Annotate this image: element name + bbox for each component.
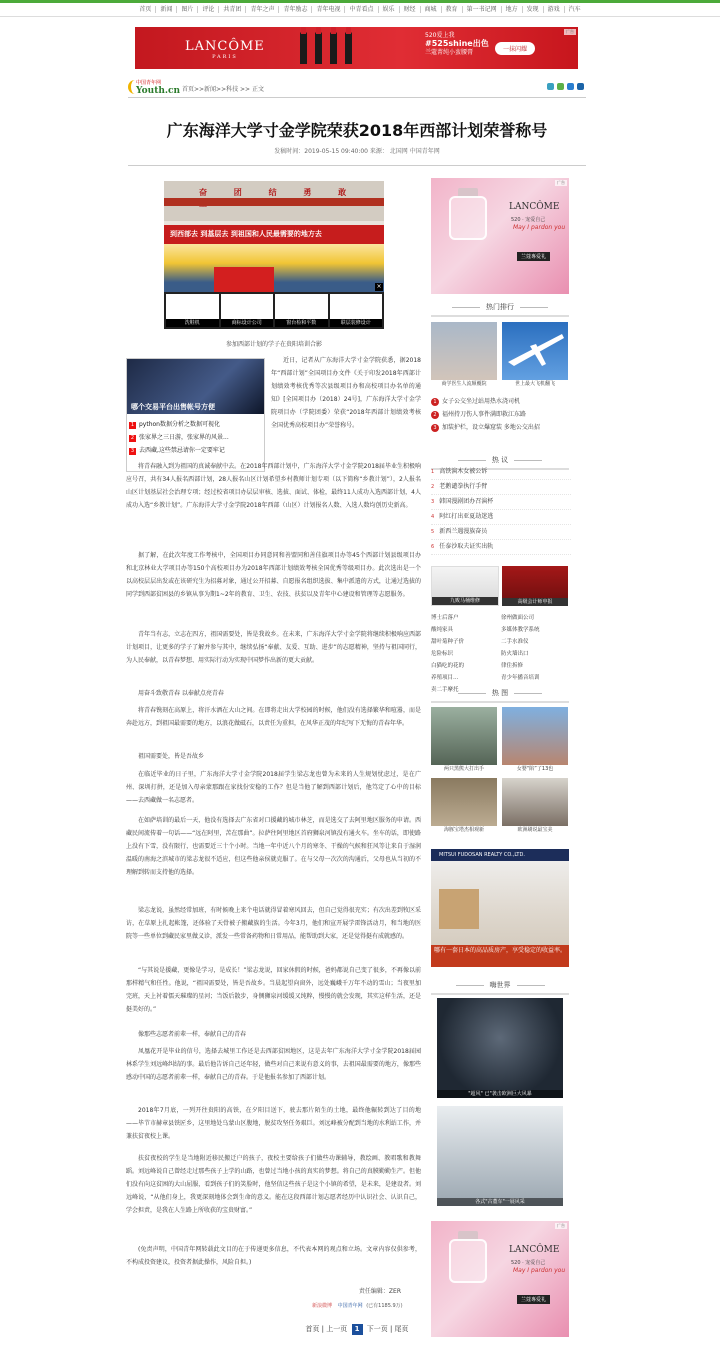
share-count: (已有1185.9万) <box>366 1303 403 1309</box>
divider <box>128 165 586 166</box>
nav-item[interactable]: 娱乐 <box>379 6 400 13</box>
list-item[interactable]: 1 女子公交坐过站用热水浇司机 <box>431 395 571 408</box>
article-meta: 发稿时间：2019-05-15 09:40:00 来源： 北国网 中国青年网 <box>274 148 440 155</box>
share-tools <box>547 83 584 90</box>
nav-item[interactable]: 商城 <box>421 6 442 13</box>
top-banner-ad[interactable] <box>135 27 578 69</box>
hot-ranking-tile[interactable]: 世上最大飞机翻飞 <box>502 322 568 388</box>
list-item[interactable]: 2 老鹅谴拳执行手臂 <box>431 480 571 495</box>
hot-discussion-title: 热 议 <box>431 455 569 470</box>
hot-ranking-title: 热门排行 <box>431 302 569 317</box>
photo-ad-thumb[interactable]: 窗台检和平数 <box>275 294 328 327</box>
list-item[interactable]: 二手水准仪 <box>501 639 529 645</box>
list-item[interactable]: 多媒体教学系统 <box>501 627 540 633</box>
photo-ad-thumb[interactable]: 洗鞋机 <box>166 294 219 327</box>
list-item[interactable]: 律住拆修 <box>501 663 524 669</box>
list-item[interactable]: 危险标识 <box>431 651 454 657</box>
ad-label: 广告 <box>566 29 574 34</box>
article-paragraph: 近日，记者从广东海洋大学寸金学院获悉，据2018年“西部计划”全国项目办文件《关于印发2018年西部计划绩效考核优秀等次县级项目办和高校项目办名单的通知》[全国项目办（2018）24号]，广东海洋大学寸金学院项目办（学院团委）荣获“2018年西部计划绩效考核全国优秀高校项目办”荣誉称号。 <box>271 357 421 429</box>
hot-picture-tile[interactable]: 两只黑熊大打出手 <box>431 707 497 773</box>
disclaimer: (免责声明，中国青年网转载此文目的在于传递更多信息，不代表本网的观点和立场。文章内容仅供参考，不构成投资建议，投资者据此操作，风险自担。) <box>126 1246 421 1266</box>
breadcrumb[interactable]: 首页>>新闻>>科技 >> 正文 <box>182 86 264 93</box>
nav-item[interactable]: 中青看点 <box>345 6 378 13</box>
inline-ad-item[interactable]: 2 张家界之三日游，张家界的风景... <box>130 434 229 441</box>
nav-item[interactable]: 评论 <box>198 6 219 13</box>
airplane-icon <box>502 322 568 372</box>
promo-tile[interactable]: 九败马桶维修 <box>431 566 499 606</box>
world-tile[interactable]: "超风" 已"袭击欧洲巨大风暴 <box>437 998 563 1098</box>
world-section-title: 嗨世界 <box>431 980 569 995</box>
list-item[interactable]: 6 任泰沙取夫证实出轨 <box>431 540 571 555</box>
article-paragraph: 在如萨培训的最后一天，他没有选择去广东省对口援藏的城市林芝，而是选交了去阿里地区服务的申请。西藏民间流传着一句话——“远在阿里，苦在那曲”。拉萨往阿里地区首府狮泉河镇没有通火车。坐车的话，即使路上没有下雪，没有限行，也需要近三十个小时。当地一年中近八个月的寒冬、干燥的气候和狂风等让来自于湿润温暖的南海之滨城市的梁志龙很不适应，但这些他亲侯就克服了。在与父母一次次的沟通后，父母也从当初的不理解到转而支持他的选择。 <box>126 817 421 876</box>
article-paragraph: 2018年7月底，一列开往贵阳的高铁，在夕阳目送下，驶去那片陌生的土地，最终他辗转到达了目的地——毕节市赫章县铁匠乡，这里地处乌蒙山区腹地，脱贫攻坚任务艰巨。刘远峰被分配到当地的水利站工作，并兼扶贫夜校上课。 <box>126 1107 421 1140</box>
nav-item[interactable]: 图片 <box>177 6 198 13</box>
hot-ranking-list <box>431 395 571 434</box>
share-bar <box>312 1302 403 1309</box>
list-item[interactable]: 卖二手摩托 <box>431 687 459 693</box>
article-paragraph: 青年当有志，立志在四方，祖国需要处，皆是我故乡。在未来，广东海洋大学寸金学院将继续积极响应西部计划项目，让更多的学子了解并参与其中，继续弘扬“奉献、友爱、互助、进步”的志愿精神，坚持与祖国同行，为人民奉献，以青春梦想、用实际行动为实现中国梦作出新的更大贡献。 <box>126 631 421 664</box>
article-paragraph: “与其说是援藏，更像是学习，是成长！”梁志龙说，回家休假的时候，爸妈都说自己变了很多，不再像以前那样精气和任性。他说，“祖国需要处，皆是吾故乡。当晨起望向窗外，远处巍峨千万年不动的雪山；当夜里加完班，天上衬着儒天璀璨的星河；当饭后散步，身侧狮泉河缓缓又纯粹，慢慢的就会发现，其实这样生活，还是挺美好的。” <box>126 967 421 1013</box>
share-icon[interactable] <box>547 83 554 90</box>
hot-discussion-list <box>431 465 571 555</box>
wechat-icon[interactable] <box>557 83 564 90</box>
banner-brand: LANCÔME PARIS <box>185 39 265 60</box>
inline-ad-box[interactable] <box>126 358 265 472</box>
lipstick-graphic <box>345 32 352 64</box>
article-subheading: 祖国需要处，皆是吾故乡 <box>138 753 205 760</box>
sidebar-ad-top[interactable]: LANCÔME 520 · 宠爱自己 May I pardon you 兰蔻專爱礼 广告 <box>431 178 569 294</box>
list-item[interactable]: 博士后落户 <box>431 615 459 621</box>
list-item[interactable]: 防火墙出口 <box>501 651 529 657</box>
promo-link-list <box>431 612 571 696</box>
nav-item[interactable]: 青年励志 <box>279 6 312 13</box>
photo-ad-thumb[interactable]: 联层装修设计 <box>330 294 383 327</box>
list-item[interactable]: 青少年播音培训 <box>501 675 540 681</box>
page-title: 广东海洋大学寸金学院荣获2018年西部计划荣誉称号 <box>166 121 548 140</box>
article-paragraph: 将青春镌刻在高原上，将汗水洒在大山之间。在即将走出大学校园的时候，他们没有选择繁华和喧嚣，而是奔赴远方，到祖国最需要的地方，以浪花做砥石，以责任为重担，在风华正茂的年纪写下无悔的青春年华。 <box>126 707 421 727</box>
weibo-share-button[interactable]: 新浪微博 <box>312 1303 333 1309</box>
pager-next[interactable]: 下一页 <box>366 1325 388 1333</box>
list-item[interactable]: 酸纯家具 <box>431 627 454 633</box>
nav-item[interactable]: 青年电视 <box>312 6 345 13</box>
youth-share-button[interactable]: 中国青年网 <box>337 1303 363 1309</box>
qzone-icon[interactable] <box>567 83 574 90</box>
house-graphic <box>439 889 479 929</box>
lipstick-graphic <box>330 32 337 64</box>
nav-item[interactable]: 地方 <box>502 6 523 13</box>
photo-ad-strip <box>164 283 384 329</box>
article-photo: 奋 团 结 勇 敢 到西部去 到基层去 到祖国和人民最需要的地方去 洗鞋机 商标设计公司 窗台检和平数 联层装修设计 × <box>164 181 384 329</box>
pager-last[interactable]: 尾页 <box>394 1325 409 1333</box>
article-paragraph: 扶贫夜校的学生是当地附近移民搬迁户的孩子，夜校主要给孩子们做些功课辅导，教绘画、教唱歌和教舞蹈。刘远峰说自己曾经走过那些孩子上学的山路，也曾过当地小孩的真实的梦想。将自己的真膜勤勤生产。但他们没有向这贫困的大山屈服，看到孩子们的笑脸时，他坚信这些孩子是这个小镇的希望，是未来，是建设者。刘远峰说，“从他们身上，我更深刻地体会到生命的意义。能在这段西部计划志愿者经历中认识社会、认识自己，学会担责，是我在人生路上所收获的宝贵财富。” <box>126 1155 421 1214</box>
article-paragraph: 将青春融入到为祖国的真诚奉献中去。在2018年西部计划中，广东海洋大学寸金学院2018届毕业生积极响应号召，共有34人报名西部计划，28人报名山区计划希望乡村教师计划专项（以下简称“乡教计划”），2人报名山区计划基层社会治理专项；经过校省项目办层层审核、选拔、面试、体检，最终11人成功入选西部计划，4人成功入选“乡教计划”。广东海洋大学寸金学院2018年西部（山区）计划报名人数、入选人数均创历史新高。 <box>126 463 421 509</box>
list-item[interactable]: 4 阿红打出亚夏劫迷逃 <box>431 510 571 525</box>
hot-picture-tile[interactable]: 女婴“陷”了13也 <box>502 707 568 773</box>
pager-current[interactable]: 1 <box>352 1324 363 1335</box>
close-icon[interactable]: × <box>376 283 382 290</box>
sidebar-estate-ad[interactable]: MITSUI FUDOSAN REALTY CO.,LTD. 哪有一套日本的高品质房产，享受稳定的收益率。 <box>431 849 569 967</box>
inline-ad-item[interactable]: 3 去西藏,这些禁忌请你一定要牢记 <box>130 447 225 454</box>
top-nav <box>0 3 720 17</box>
nav-item[interactable]: 青年之声 <box>246 6 279 13</box>
list-item[interactable]: 1 高铁演木女被公诉 <box>431 465 571 480</box>
editor-credit: 责任编辑：ZER <box>358 1288 401 1295</box>
hot-pictures-title: 热 图 <box>431 688 569 703</box>
list-item[interactable]: 徐州做面公司 <box>501 615 535 621</box>
nav-item[interactable]: 汽车 <box>568 6 581 13</box>
hot-picture-tile[interactable]: 海豚宝塔杰相观新 <box>431 778 497 834</box>
banner-cta-button[interactable]: 一抹闪耀 <box>495 42 535 55</box>
lipstick-graphic <box>300 32 307 64</box>
nav-item[interactable]: 游戏 <box>544 6 565 13</box>
list-item[interactable]: 养殖项目… <box>431 675 459 681</box>
hot-picture-tile[interactable]: 欧洲刷说最宝美 <box>502 778 568 834</box>
pager-prev[interactable]: 上一页 <box>326 1325 348 1333</box>
list-item[interactable]: 5 新西兰遇漫族奋员 <box>431 525 571 540</box>
banner-slogan: 520爱上我 #525shine出色 兰蔻菁纯小蛮腰膏 <box>425 32 489 56</box>
pagination: 首页 | 上一页 1 下一页 | 尾页 <box>305 1325 409 1333</box>
list-item[interactable]: 甜叶菊种子价 <box>431 639 465 645</box>
nav-item[interactable]: 教育 <box>442 6 463 13</box>
inline-ad-item[interactable]: 1 python数据分析之数据可视化 <box>130 421 220 428</box>
nav-item[interactable]: 共青团 <box>219 6 246 13</box>
sidebar-ad-bottom[interactable]: LANCÔME 520 · 宠爱自己 May I pardon you 兰蔻專爱礼 广告 <box>431 1221 569 1337</box>
site-logo[interactable]: 中国青年网 Youth.cn <box>128 78 174 98</box>
inline-ad-image[interactable]: 哪个交易平台出售帐号方便 <box>127 359 264 414</box>
nav-item[interactable]: 首页 <box>135 6 156 13</box>
world-tile[interactable]: 各式"古董车"一展风采 <box>437 1106 563 1206</box>
pager-first[interactable]: 首页 <box>305 1325 320 1333</box>
list-item[interactable]: 2 福州持刀伤人事件满即救江东路 <box>431 408 571 421</box>
photo-ad-thumb[interactable]: 商标设计公司 <box>221 294 274 327</box>
article-paragraph: 凤凰花开是毕业的信号，选择去城里工作还是去西部贫困地区，这是去年广东海洋大学寸金学院2018届园林系学生刘远峰纠结的事。最后他告诉自己还年轻，做些对自己来说有意义的事，去祖国最需要的地方，像那些感动中国的志愿者前辈一样，奉献自己的青春。于是他报名参加了西部计划。 <box>126 1048 421 1081</box>
hot-ranking-tile[interactable]: 商学医生人流颠覆院 <box>431 322 497 388</box>
article-paragraph: 梁志龙说，虽然经常加班，有时候晚上来个电话就得冒着寒风回去，但自己觉得很充实；有次出差到牧区采访，在草原上扎起帐篷，还体验了天骨被子搬藏族的生活。今年3月，他们和宣开展学雷锋活动月，和当地的医院等一些单位到藏民家里做义诊，派发一些常备药物和日常用品，能帮助到大家，还是觉得挺有成就感的。 <box>126 907 421 940</box>
nav-item[interactable]: 第一书记网 <box>463 6 502 13</box>
font-size-icon[interactable] <box>577 83 584 90</box>
nav-item[interactable]: 财经 <box>400 6 421 13</box>
list-item[interactable]: 3 韩国漫剧团办召演杯 <box>431 495 571 510</box>
lipstick-graphic <box>315 32 322 64</box>
nav-item[interactable]: 发现 <box>523 6 544 13</box>
article-paragraph: 据了解，在此次年度工作考核中，全国项目办同意同和善盟同和善佳旗项目办等45个西部计划县级项目办和北京林业大学项目办等150个高校项目办为2018年西部计划绩效考核全国优秀等级项目办。此次选出是一个以高校层层出发或在该研究生为招募对象，通过公开招募、自愿报名组织选拔、集中派遣的方式，让通过选拔的同学到西部贫困县的乡镇从事为期1~2年的教育、卫生、农技、扶贫以及青年中心建设和管理等志愿服务。 <box>126 552 421 598</box>
article-subheading: 用奋斗致敬青春 以奉献点亮青春 <box>138 690 224 697</box>
header-bar <box>128 78 586 98</box>
list-item[interactable]: 3 加装护栏，设立爆窟装 多地公交出招 <box>431 421 571 434</box>
photo-caption: 参加西部计划的学子在贵阳培训合影 <box>225 341 322 348</box>
list-item[interactable]: 白猫吃的花的 <box>431 663 465 669</box>
promo-tile[interactable]: 高级会计师申报 <box>502 566 568 606</box>
nav-item[interactable]: 新闻 <box>156 6 177 13</box>
article-subheading: 像那些志愿者前辈一样，奉献自己的青春 <box>138 1031 247 1038</box>
article-paragraph: 在临近毕业的日子里，广东海洋大学寸金学院2018届学生梁志龙也曾为未来的人生规划忧虑过，是在广州、深圳打拼，还是加入母亲蒙那跟在家找份安稳的工作？但是当他了解到西部计划后，他笃定了心中的目标——去西藏做一名志愿者。 <box>126 771 421 804</box>
